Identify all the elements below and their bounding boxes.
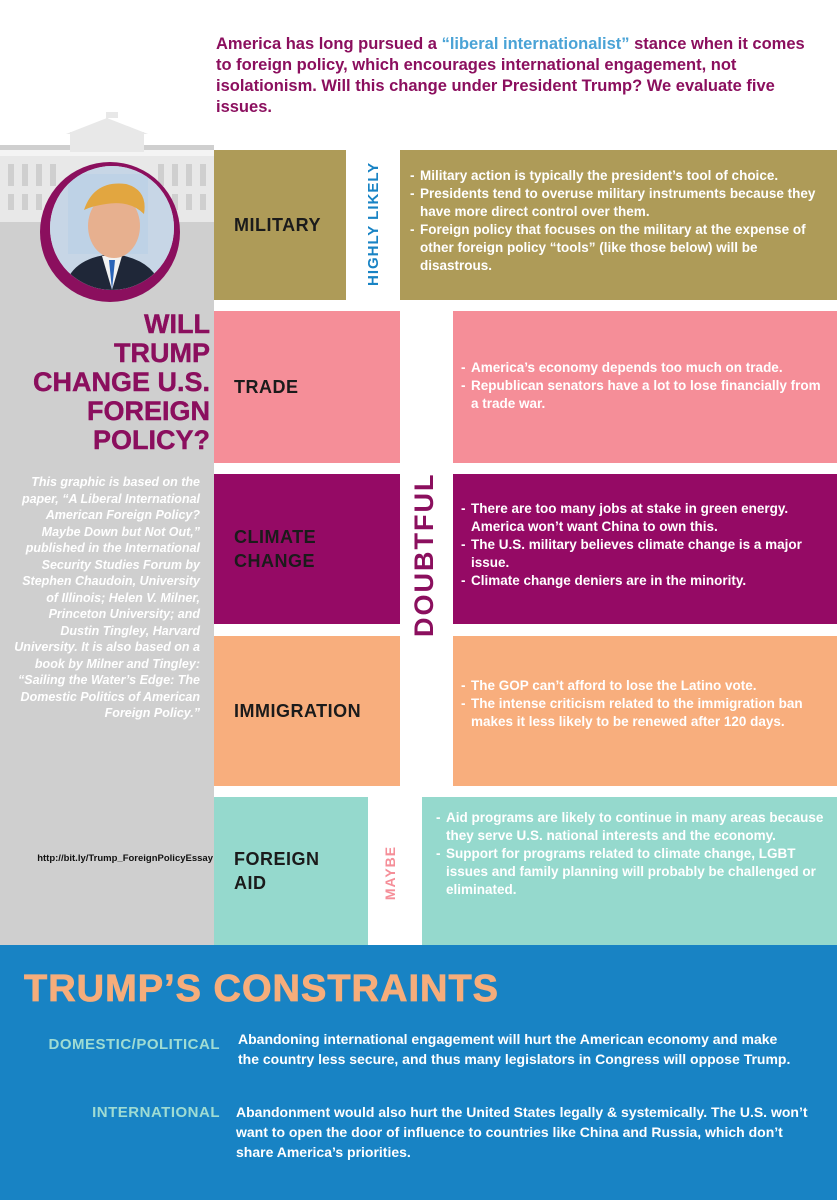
issue-label-text: IMMIGRATION: [234, 701, 362, 721]
constraint-label-international: INTERNATIONAL: [92, 1104, 220, 1121]
issue-label-climate-change: [214, 474, 400, 624]
issue-point: - America’s economy depends too much on trade.: [461, 359, 827, 377]
issue-point: - Presidents tend to overuse military instruments because they have more direct control over them.: [410, 185, 827, 221]
issue-points-immigration: [453, 636, 837, 786]
likelihood-doubtful: DOUBTFUL: [409, 472, 439, 637]
issue-label-text: CLIMATE: [234, 527, 317, 547]
constraint-text-domestic: Abandoning international engagement will hurt the American economy and make the country less secure, and thus many legislators in Congress will oppose Trump.: [238, 1031, 791, 1067]
issue-label-immigration: [214, 636, 400, 786]
intro-text: [216, 34, 816, 118]
title-line-5: POLICY?: [92, 425, 210, 455]
issue-point: - Military action is typically the president’s tool of choice.: [410, 167, 827, 185]
constraint-text-international: Abandonment would also hurt the United States legally & systemically. The U.S. won’t want to open the door of influence to countries like China and Russia, which don’t share America’s priorities.: [236, 1104, 808, 1160]
source-note: This graphic is based on the paper, “A Liberal International American Foreign Policy? Maybe Down but Not Out,” published in the International Security Studies Forum by Stephen Chaudoin, University of Illinois; Helen V. Milner, Princeton University; and Dustin Tingley, Harvard University. It is also based on a book by Milner and Tingley: “Sailing the Water’s Edge: The Domestic Politics of American Foreign Policy.”: [14, 475, 200, 720]
issue-points-trade: [453, 311, 837, 463]
issue-label-text: TRADE: [234, 377, 299, 397]
constraints-title: TRUMP’S CONSTRAINTS: [24, 968, 499, 1010]
likelihood-maybe: MAYBE: [382, 845, 398, 901]
main-title: [10, 310, 210, 455]
issue-point: - The U.S. military believes climate change is a major issue.: [461, 536, 827, 572]
intro-highlight: “liberal internationalist”: [441, 35, 630, 53]
title-line-2: TRUMP: [114, 338, 210, 368]
issue-point: - Support for programs related to climate change, LGBT issues and family planning will probably be challenged or eliminated.: [436, 845, 827, 899]
issue-label-text: FOREIGN: [234, 849, 320, 869]
issue-label-trade: [214, 311, 400, 463]
issue-label-foreign-aid: [214, 797, 368, 945]
issue-label-text: MILITARY: [234, 215, 321, 235]
title-line-1: WILL: [144, 309, 210, 339]
issue-label-military: [214, 150, 346, 300]
issue-points-foreign-aid: [422, 797, 837, 945]
issue-points-climate-change: [453, 474, 837, 624]
issue-point: - Foreign policy that focuses on the military at the expense of other foreign policy “tools” (like those below) will be disastrous.: [410, 221, 827, 275]
issue-label-text: AID: [234, 873, 267, 893]
issue-label-text: CHANGE: [234, 551, 316, 571]
issue-point: - Republican senators have a lot to lose financially from a trade war.: [461, 377, 827, 413]
title-line-4: FOREIGN: [86, 396, 210, 426]
portrait-figure-icon: [50, 166, 174, 290]
title-line-3: CHANGE U.S.: [32, 367, 210, 397]
issue-point: - Aid programs are likely to continue in many areas because they serve U.S. national interests and the economy.: [436, 809, 827, 845]
president-portrait: [40, 162, 180, 302]
issue-points-military: [400, 150, 837, 300]
issue-point: - The GOP can’t afford to lose the Latino vote.: [461, 677, 827, 695]
issue-point: - Climate change deniers are in the minority.: [461, 572, 827, 590]
issue-point: - The intense criticism related to the immigration ban makes it less likely to be renewed after 120 days.: [461, 695, 827, 731]
likelihood-highly-likely: HIGHLY LIKELY: [365, 161, 382, 286]
intro-before: America has long pursued a: [216, 35, 442, 53]
issue-point: - There are too many jobs at stake in green energy. America won’t want China to own this.: [461, 500, 827, 536]
source-link[interactable]: http://bit.ly/Trump_ForeignPolicyEssay: [37, 853, 213, 864]
constraint-label-domestic: DOMESTIC/POLITICAL: [48, 1036, 220, 1053]
intro-after: stance when it comes to foreign policy, which encourages international engagement, not isolationism. Will this change under President Trump? We evaluate five issues.: [216, 35, 805, 116]
